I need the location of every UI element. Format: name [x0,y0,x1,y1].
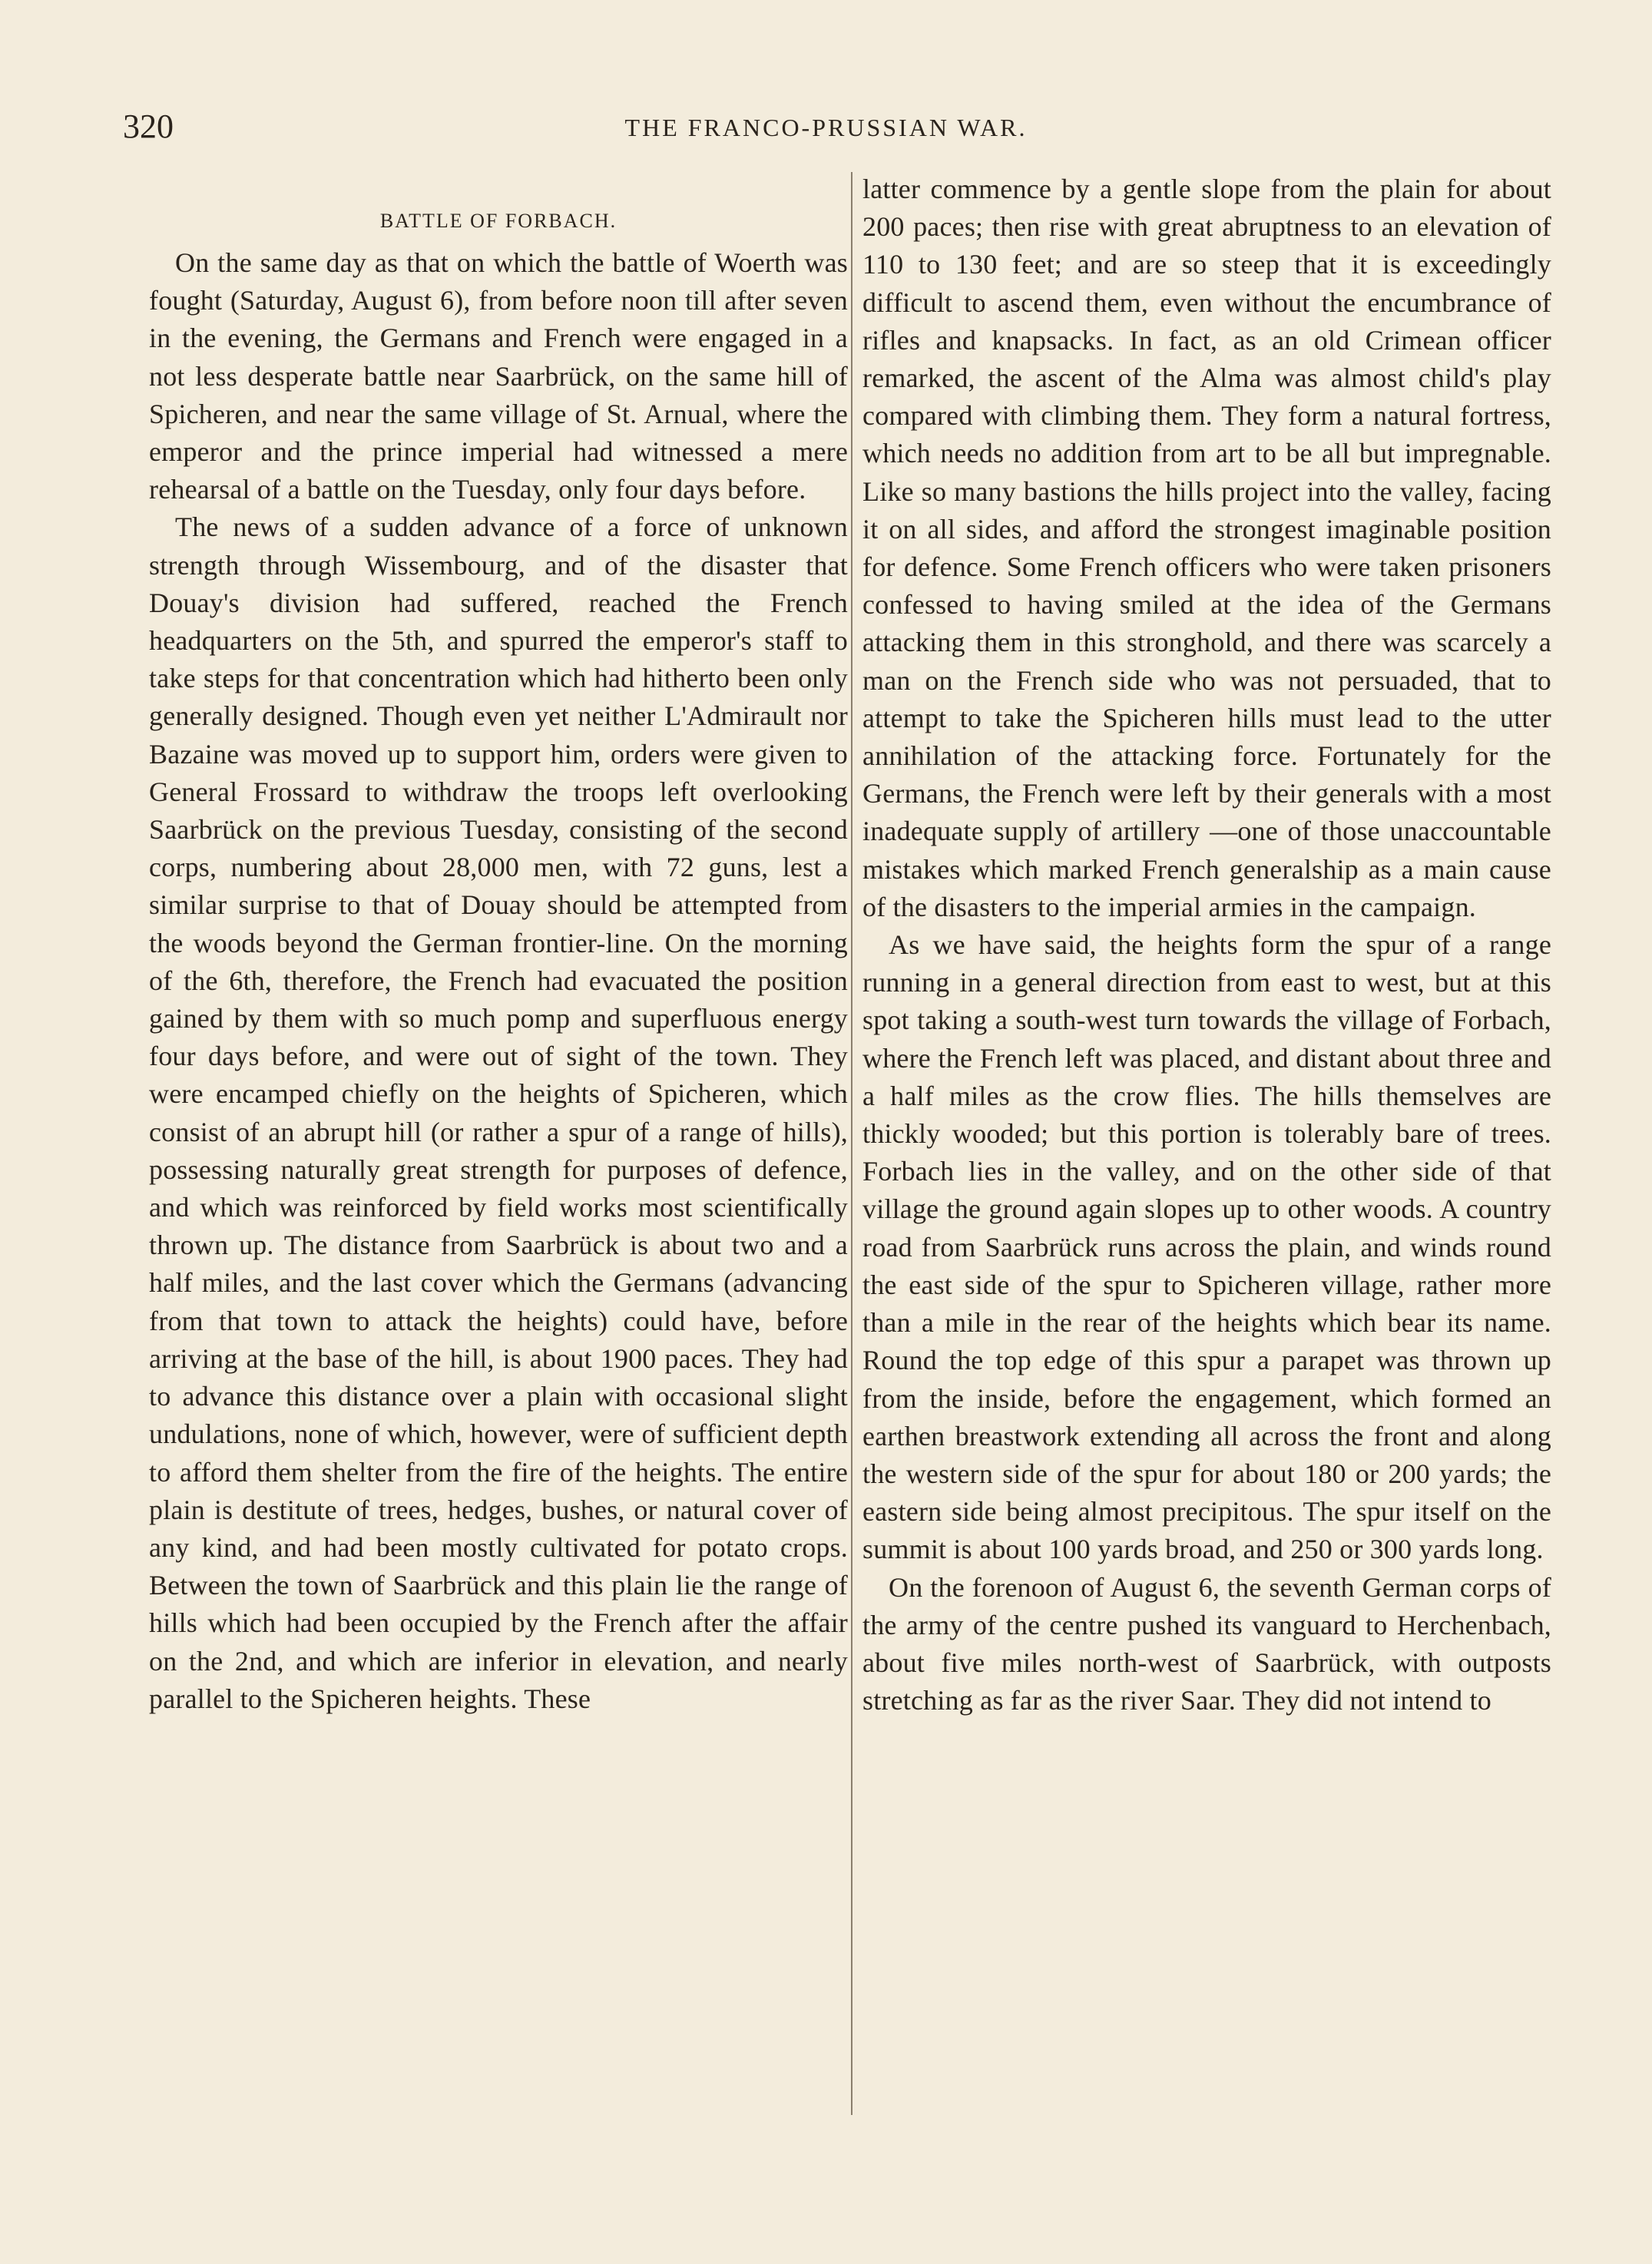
left-column [149,170,848,1718]
paragraph: The news of a sudden advance of a force of unknown strength through Wissembourg, and of the disaster that Douay's division had suffered, reached the French headquarters on the 5th, and spurred the emperor's staff to take steps for that concentration which had hitherto been only generally designed. Though even yet neither L'Admirault nor Bazaine was moved up to support him, orders were given to General Frossard to withdraw the troops left overlooking Saarbrück on the previous Tuesday, consisting of the second corps, numbering about 28,000 men, with 72 guns, lest a similar surprise to that of Douay should be attempted from the woods beyond the German frontier-line. On the morning of the 6th, therefore, the French had evacuated the position gained by them with so much pomp and superfluous energy four days before, and were out of sight of the town. They were encamped chiefly on the heights of Spicheren, which consist of an abrupt hill (or rather a spur of a range of hills), possessing naturally great strength for purposes of defence, and which was reinforced by field works most scientifically thrown up. The distance from Saarbrück is about two and a half miles, and the last cover which the Germans (advancing from that town to attack the heights) could have, before arriving at the base of the hill, is about 1900 paces. They had to advance this distance over a plain with occasional slight undulations, none of which, however, were of sufficient depth to afford them shelter from the fire of the heights. The entire plain is destitute of trees, hedges, bushes, or natural cover of any kind, and had been mostly cultivated for potato crops. Between the town of Saarbrück and this plain lie the range of hills which had been occupied by the French after the affair on the 2nd, and which are inferior in elevation, and nearly parallel to the Spicheren heights. These [149,511,848,1714]
right-column [862,170,1551,1720]
running-head: THE FRANCO-PRUSSIAN WAR. [624,114,1028,141]
paragraph: On the forenoon of August 6, the seventh German corps of the army of the centre pushed its vanguard to Herchenbach, about five miles north-west of Saarbrück, with outposts stretching as far as the river Saar. They did not intend to [862,1571,1551,1716]
section-heading: BATTLE OF FORBACH. [379,210,617,232]
paragraph: On the same day as that on which the battle of Woerth was fought (Saturday, August 6), from before noon till after seven in the evening, the Germans and French were engaged in a not less desperate battle near Saarbrück, on the same hill of Spicheren, and near the same village of St. Arnual, where the emperor and the prince imperial had witnessed a mere rehearsal of a battle on the Tuesday, only four days before. [149,247,848,505]
paragraph: As we have said, the heights form the spur of a range running in a general direction from east to west, but at this spot taking a south-west turn towards the village of Forbach, where the French left was placed, and distant about three and a half miles as the crow flies. The hills themselves are thickly wooded; but this portion is tolerably bare of trees. Forbach lies in the valley, and on the other side of that village the ground again slopes up to other woods. A country road from Saarbrück runs across the plain, and winds round the east side of the spur to Spicheren village, rather more than a mile in the rear of the heights which bear its name. Round the top edge of this spur a parapet was thrown up from the inside, before the engagement, which formed an earthen breastwork extending all across the front and along the western side of the spur for about 180 or 200 yards; the eastern side being almost precipitous. The spur itself on the summit is about 100 yards broad, and 250 or 300 yards long. [862,929,1551,1565]
column-rule [851,172,852,2115]
page-number: 320 [123,108,174,145]
paragraph-continued: latter commence by a gentle slope from the plain for about 200 paces; then rise with great abruptness to an elevation of 110 to 130 feet; and are so steep that it is exceedingly difficult to ascend them, even without the encumbrance of rifles and knapsacks. In fact, as an old Crimean officer remarked, the ascent of the Alma was almost child's play compared with climbing them. They form a natural fortress, which needs no addition from art to be all but impregnable. Like so many bastions the hills project into the valley, facing it on all sides, and afford the strongest imaginable position for defence. Some French officers who were taken prisoners confessed to having smiled at the idea of the Germans attacking them in this stronghold, and there was scarcely a man on the French side who was not persuaded, that to attempt to take the Spicheren hills must lead to the utter annihilation of the attacking force. Fortunately for the Germans, the French were left by their generals with a most inadequate supply of artillery —one of those unaccountable mistakes which marked French generalship as a main cause of the disasters to the imperial armies in the campaign. [862,174,1551,922]
